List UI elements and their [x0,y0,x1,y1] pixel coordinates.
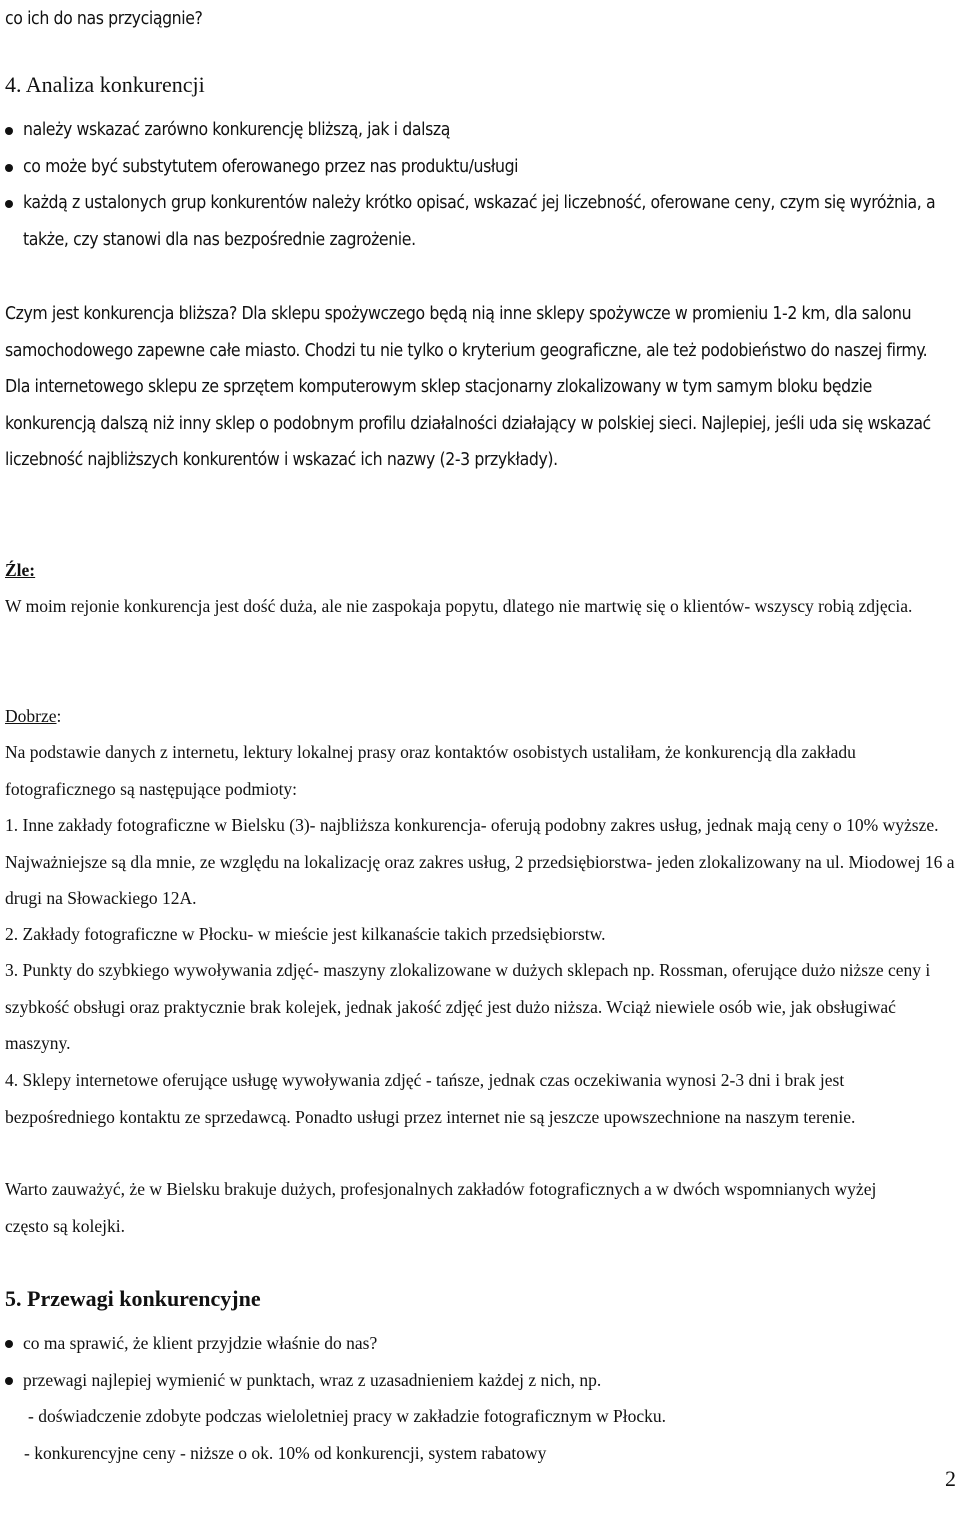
section-4-bullet-list [0,112,960,258]
list-item: co może być substytutem oferowanego przez nas produktu/usługi [0,149,960,186]
good-example-label: Dobrze: [5,706,62,726]
page-number: 2 [945,1466,956,1491]
top-line: co ich do nas przyciągnie? [5,9,203,29]
list-item: przewagi najlepiej wymienić w punktach, wraz z uzasadnieniem każdej z nich, np. [0,1362,960,1399]
bullet-icon [5,127,13,135]
bullet-icon [5,1377,13,1385]
advantage-example-1: - doświadczenie zdobyte podczas wieloletniej pracy w zakładzie fotograficznym w Płocku. [28,1406,667,1426]
advantage-example-2: - konkurencyjne ceny - niższe o ok. 10% od konkurencji, system rabatowy [24,1443,547,1463]
bad-example-label: Źle: [5,560,36,580]
bullet-icon [5,1340,13,1348]
competitor-item-1: 1. Inne zakłady fotograficzne w Bielsku (3)- najbliższa konkurencja- oferują podobny zakres usług, jednak mają ceny o 10% wyższe. Najważniejsze są dla mnie, ze względu na lokalizację oraz zakres usług, 2 przedsiębiorstwa- jeden zlokalizowany na ul. Miodowej 16 a drugi na Słowackiego 12A. [5,815,955,908]
list-item: każdą z ustalonych grup konkurentów należy krótko opisać, wskazać jej liczebność, oferowane ceny, czym się wyróżnia, a także, czy stanowi dla nas bezpośrednie zagrożenie. [0,185,960,258]
section-5-heading: 5. Przewagi konkurencyjne [5,1286,261,1311]
bullet-icon [5,164,13,172]
bad-example-text: W moim rejonie konkurencja jest dość duża, ale nie zaspokaja popytu, dlatego nie martwię się o klientów- wszyscy robią zdjęcia. [5,596,913,616]
competitor-summary: Warto zauważyć, że w Bielsku brakuje dużych, profesjonalnych zakładów fotograficznych a w dwóch wspomnianych wyżej często są kolejki. [5,1179,877,1236]
list-item: co ma sprawić, że klient przyjdzie właśnie do nas? [0,1325,960,1362]
competitor-item-3: 3. Punkty do szybkiego wywoływania zdjęć- maszyny zlokalizowane w dużych sklepach np. Rossman, oferujące dużo niższe ceny i szybkość obsługi oraz praktycznie brak kolejek, jednak jakość zdjęć jest dużo niższa. Wciąż niewiele osób wie, jak obsługiwać maszyny. [5,960,931,1053]
competitor-item-4: 4. Sklepy internetowe oferujące usługę wywoływania zdjęć - tańsze, jednak czas oczekiwania wynosi 2-3 dni i brak jest bezpośredniego kontaktu ze sprzedawcą. Ponadto usługi przez internet nie są jeszcze upowszechnione na naszym terenie. [5,1070,856,1127]
section-5-bullet-list [0,1325,960,1398]
competitor-item-2: 2. Zakłady fotograficzne w Płocku- w mieście jest kilkanaście takich przedsiębiorstw. [5,924,606,944]
good-example-intro: Na podstawie danych z internetu, lektury lokalnej prasy oraz kontaktów osobistych ustaliłam, że konkurencją dla zakładu fotograficznego są następujące podmioty: [5,742,856,799]
section-4-heading: 4. Analiza konkurencji [5,72,205,97]
competition-explanation-paragraph: Czym jest konkurencja bliższa? Dla sklepu spożywczego będą nią inne sklepy spożywcze w promieniu 1-2 km, dla salonu samochodowego zapewne całe miasto. Chodzi tu nie tylko o kryterium geograficzne, ale też podobieństwo do naszej firmy. Dla internetowego sklepu ze sprzętem komputerowym sklep stacjonarny zlokalizowany w tym samym bloku będzie konkurencją dalszą niż inny sklep o podobnym profilu działalności działający w polskiej sieci. Najlepiej, jeśli uda się wskazać liczebność najbliższych konkurentów i wskazać ich nazwy (2-3 przykłady). [5,304,931,470]
bullet-icon [5,200,13,208]
list-item: należy wskazać zarówno konkurencję bliższą, jak i dalszą [0,112,960,149]
